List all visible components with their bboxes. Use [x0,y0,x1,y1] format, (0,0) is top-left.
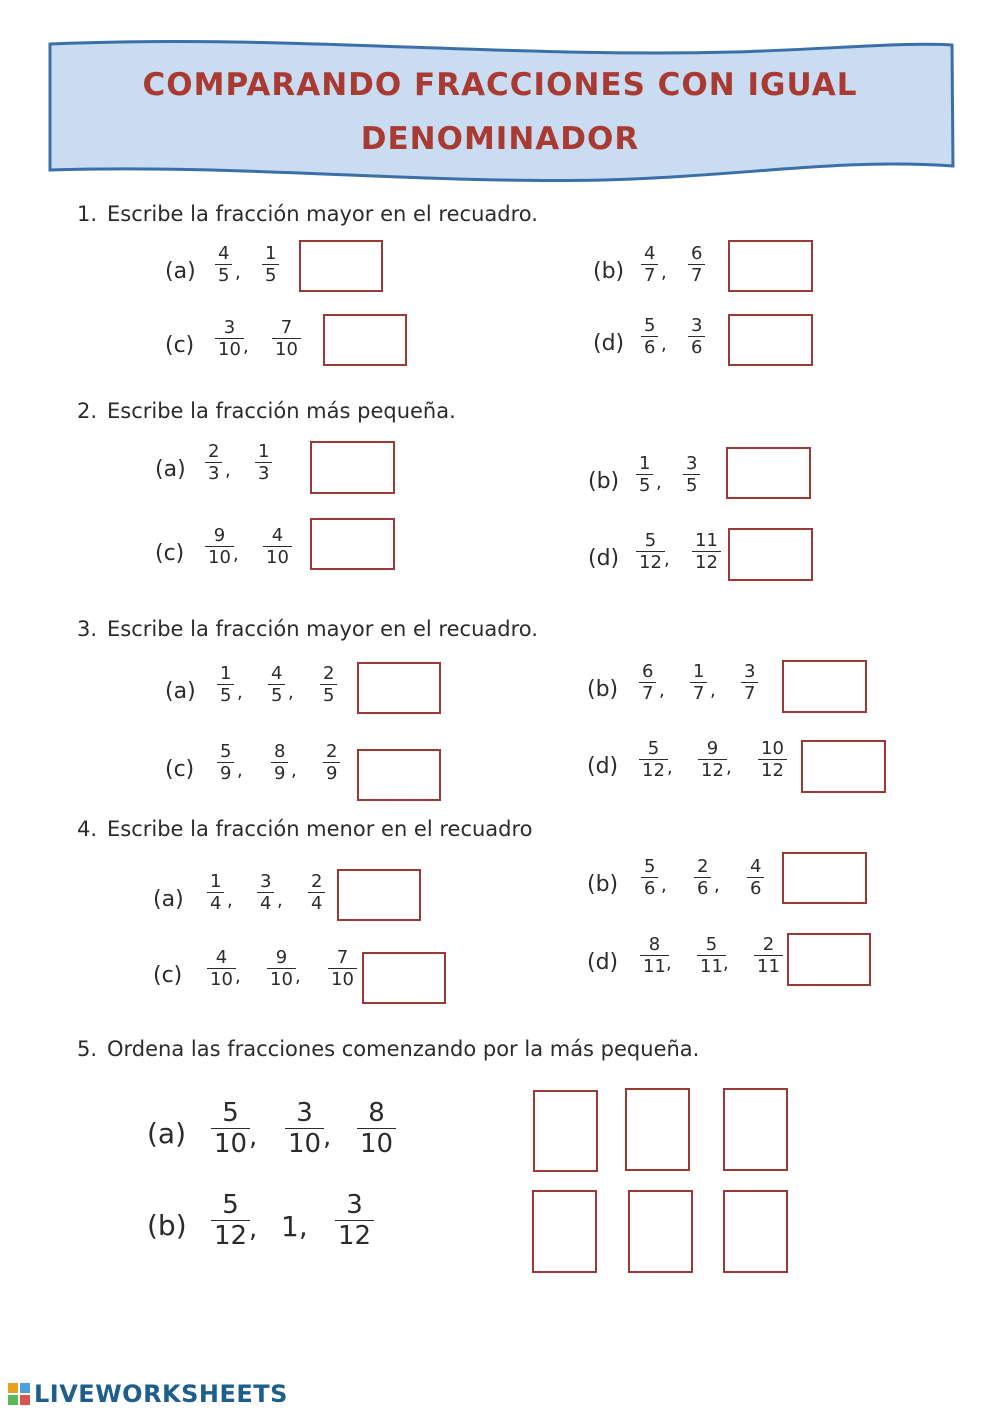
fraction: $\frac{5}{12}$ [639,738,668,781]
fraction: $\frac{1}{3}$ [255,441,272,484]
item-label: (a) [165,259,196,284]
comma: , [661,334,667,355]
answer-box-q3-d[interactable] [801,740,886,793]
answer-box-q5-a-2[interactable] [625,1088,690,1171]
fraction: $\frac{7}{10}$ [328,947,357,990]
comma: , [656,472,662,493]
fraction: $\frac{3}{4}$ [257,871,274,914]
comma: , [726,757,732,778]
answer-box-q3-a[interactable] [357,662,441,714]
fraction: $\frac{3}{10}$ [285,1098,324,1159]
answer-box-q3-b[interactable] [782,660,867,713]
question-2 [77,397,456,425]
answer-box-q5-b-2[interactable] [628,1190,693,1273]
comma: , [667,757,673,778]
fraction: $\frac{5}{12}$ [211,1190,250,1251]
fraction: $\frac{1}{4}$ [207,871,224,914]
fraction: $\frac{5}{6}$ [641,856,658,899]
item-label: (b) [588,469,620,494]
fraction: $\frac{3}{10}$ [215,317,244,360]
answer-box-q5-a-3[interactable] [723,1088,788,1171]
comma: , [714,875,720,896]
comma: , [664,549,670,570]
fraction: $\frac{5}{12}$ [636,530,665,573]
fraction: $\frac{1}{7}$ [690,661,707,704]
answer-box-q1-a[interactable] [299,240,383,292]
whole-number: 1, [281,1210,308,1243]
answer-box-q4-a[interactable] [337,869,421,921]
fraction: $\frac{3}{7}$ [741,661,758,704]
fraction: $\frac{8}{9}$ [271,741,288,784]
comma: , [710,680,716,701]
comma: , [295,966,301,987]
answer-box-q1-c[interactable] [323,314,407,366]
answer-box-q1-d[interactable] [728,314,813,366]
question-1 [77,200,538,228]
fraction: $\frac{2}{4}$ [308,871,325,914]
comma: , [291,760,297,781]
item-label: (d) [587,950,619,975]
fraction: $\frac{3}{12}$ [335,1190,374,1251]
question-text: Escribe la fracción menor en el recuadro [107,817,533,841]
question-3 [77,615,538,643]
fraction: $\frac{8}{11}$ [640,934,669,977]
item-label: (b) [593,259,625,284]
fraction: $\frac{1}{5}$ [262,243,279,286]
fraction: $\frac{6}{7}$ [688,243,705,286]
item-label: (b) [587,677,619,702]
liveworksheets-logo-icon [8,1383,30,1405]
comma: , [659,680,665,701]
fraction: $\frac{5}{6}$ [641,315,658,358]
question-number: 5. [77,1037,98,1061]
fraction: $\frac{9}{12}$ [698,738,727,781]
item-label: (d) [588,546,620,571]
item-label: (a) [165,679,196,704]
answer-box-q5-a-1[interactable] [533,1090,598,1172]
comma: , [235,966,241,987]
fraction: $\frac{5}{10}$ [211,1098,250,1159]
fraction: $\frac{4}{10}$ [207,947,236,990]
question-number: 2. [77,399,98,423]
question-number: 3. [77,617,98,641]
fraction: $\frac{10}{12}$ [758,738,787,781]
comma: , [249,1122,258,1152]
answer-box-q2-b[interactable] [726,447,811,499]
answer-box-q4-b[interactable] [782,852,867,904]
fraction: $\frac{7}{10}$ [272,317,301,360]
fraction: $\frac{4}{5}$ [215,243,232,286]
question-text: Escribe la fracción más pequeña. [107,399,456,423]
fraction: $\frac{3}{6}$ [688,315,705,358]
answer-box-q5-b-3[interactable] [723,1190,788,1273]
item-label: (a) [153,887,184,912]
title-line-2: DENOMINADOR [360,121,640,157]
fraction: $\frac{2}{6}$ [694,856,711,899]
fraction: $\frac{6}{7}$ [639,661,656,704]
fraction: $\frac{8}{10}$ [357,1098,396,1159]
comma: , [237,682,243,703]
item-label: (b) [147,1209,187,1242]
answer-box-q5-b-1[interactable] [532,1190,597,1273]
item-label: (b) [587,872,619,897]
fraction: $\frac{2}{3}$ [205,441,222,484]
fraction: $\frac{11}{12}$ [692,530,721,573]
fraction: $\frac{9}{10}$ [267,947,296,990]
comma: , [225,460,231,481]
fraction: $\frac{2}{5}$ [320,663,337,706]
fraction: $\frac{4}{6}$ [747,856,764,899]
item-label: (c) [165,757,195,782]
item-label: (d) [593,331,625,356]
comma: , [235,262,241,283]
fraction: $\frac{1}{5}$ [636,453,653,496]
question-5 [77,1035,699,1063]
comma: , [661,875,667,896]
brand-name: LIVEWORKSHEETS [34,1380,288,1408]
answer-box-q2-a[interactable] [310,441,395,494]
comma: , [249,1214,258,1244]
answer-box-q4-c[interactable] [362,952,446,1004]
item-label: (c) [153,963,183,988]
fraction: $\frac{9}{10}$ [205,525,234,568]
fraction: $\frac{1}{5}$ [217,663,234,706]
comma: , [323,1122,332,1152]
comma: , [227,890,233,911]
fraction: $\frac{4}{5}$ [268,663,285,706]
comma: , [666,953,672,974]
question-4 [77,815,533,843]
answer-box-q2-d[interactable] [728,528,813,581]
item-label: (c) [165,333,195,358]
fraction: $\frac{2}{9}$ [323,741,340,784]
comma: , [237,760,243,781]
comma: , [233,544,239,565]
fraction: $\frac{5}{9}$ [217,741,234,784]
item-label: (a) [155,457,186,482]
comma: , [288,682,294,703]
answer-box-q1-b[interactable] [728,240,813,292]
fraction: $\frac{2}{11}$ [754,934,783,977]
question-text: Escribe la fracción mayor en el recuadro. [107,617,538,641]
question-number: 1. [77,202,98,226]
title-line-1: COMPARANDO FRACCIONES CON IGUAL [142,67,858,103]
answer-box-q3-c[interactable] [357,749,441,801]
item-label: (c) [155,541,185,566]
comma: , [277,890,283,911]
footer-brand [8,1380,288,1408]
question-number: 4. [77,817,98,841]
comma: , [661,262,667,283]
fraction: $\frac{4}{10}$ [263,525,292,568]
answer-box-q4-d[interactable] [787,933,871,986]
answer-box-q2-c[interactable] [310,518,395,570]
comma: , [723,953,729,974]
fraction: $\frac{4}{7}$ [641,243,658,286]
fraction: $\frac{5}{11}$ [697,934,726,977]
fraction: $\frac{3}{5}$ [683,453,700,496]
comma: , [243,336,249,357]
item-label: (a) [147,1117,187,1150]
item-label: (d) [587,754,619,779]
question-text: Escribe la fracción mayor en el recuadro. [107,202,538,226]
question-text: Ordena las fracciones comenzando por la más pequeña. [107,1037,700,1061]
page-title [60,58,940,166]
